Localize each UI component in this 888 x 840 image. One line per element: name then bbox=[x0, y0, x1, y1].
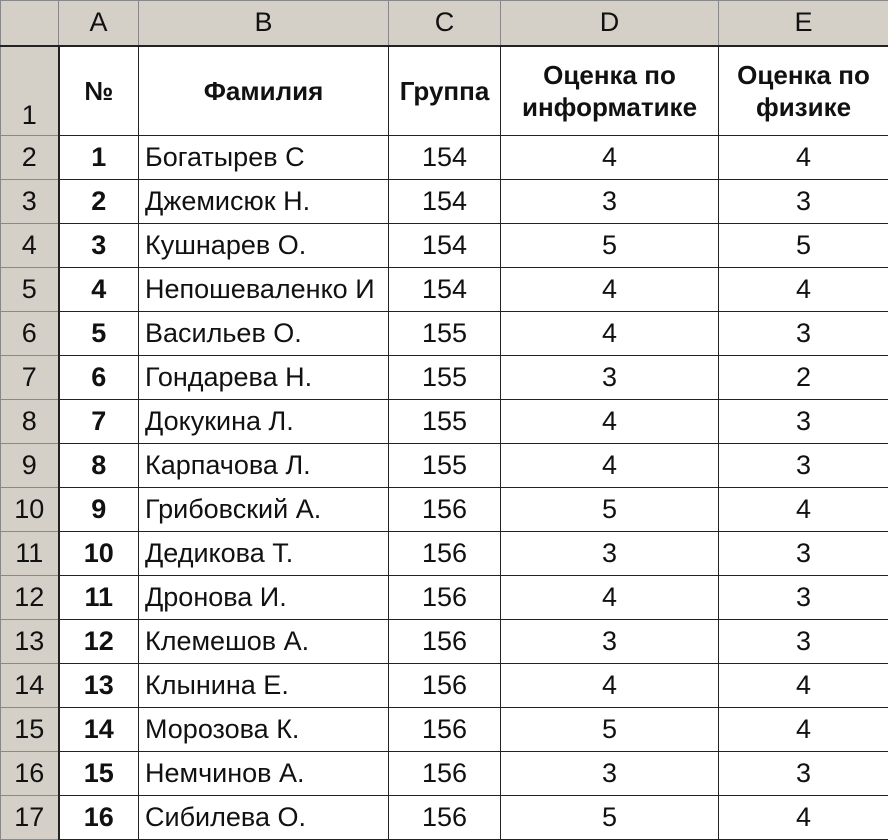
cell-surname[interactable]: Дронова И. bbox=[139, 576, 389, 620]
cell-physics-grade[interactable]: 4 bbox=[719, 664, 888, 708]
cell-number[interactable]: 10 bbox=[59, 532, 139, 576]
table-row bbox=[1, 532, 888, 576]
cell-group[interactable]: 156 bbox=[389, 576, 501, 620]
cell-group[interactable]: 155 bbox=[389, 400, 501, 444]
cell-group[interactable]: 156 bbox=[389, 708, 501, 752]
cell-physics-grade[interactable]: 3 bbox=[719, 444, 888, 488]
table-row bbox=[1, 224, 888, 268]
cell-surname[interactable]: Докукина Л. bbox=[139, 400, 389, 444]
cell-physics-grade[interactable]: 2 bbox=[719, 356, 888, 400]
cell-group[interactable]: 154 bbox=[389, 268, 501, 312]
row-header-1[interactable]: 1 bbox=[1, 46, 59, 136]
cell-number[interactable]: 6 bbox=[59, 356, 139, 400]
cell-number[interactable]: 11 bbox=[59, 576, 139, 620]
cell-informatics-grade[interactable]: 3 bbox=[501, 180, 719, 224]
column-header-d[interactable]: D bbox=[501, 1, 719, 46]
cell-d1[interactable]: Оценка по информатике bbox=[501, 46, 719, 136]
cell-physics-grade[interactable]: 3 bbox=[719, 312, 888, 356]
cell-informatics-grade[interactable]: 5 bbox=[501, 224, 719, 268]
cell-surname[interactable]: Немчинов А. bbox=[139, 752, 389, 796]
cell-surname[interactable]: Гондарева Н. bbox=[139, 356, 389, 400]
cell-number[interactable]: 3 bbox=[59, 224, 139, 268]
cell-group[interactable]: 156 bbox=[389, 620, 501, 664]
cell-number[interactable]: 9 bbox=[59, 488, 139, 532]
cell-surname[interactable]: Сибилева О. bbox=[139, 796, 389, 840]
cell-group[interactable]: 154 bbox=[389, 180, 501, 224]
cell-group[interactable]: 155 bbox=[389, 444, 501, 488]
cell-number[interactable]: 4 bbox=[59, 268, 139, 312]
cell-group[interactable]: 156 bbox=[389, 664, 501, 708]
cell-informatics-grade[interactable]: 4 bbox=[501, 400, 719, 444]
row-header[interactable]: 3 bbox=[1, 180, 59, 224]
cell-physics-grade[interactable]: 3 bbox=[719, 752, 888, 796]
cell-e1[interactable]: Оценка по физике bbox=[719, 46, 888, 136]
cell-number[interactable]: 13 bbox=[59, 664, 139, 708]
table-row bbox=[1, 400, 888, 444]
cell-group[interactable]: 155 bbox=[389, 312, 501, 356]
cell-number[interactable]: 5 bbox=[59, 312, 139, 356]
cell-a1[interactable]: № bbox=[59, 46, 139, 136]
table-row bbox=[1, 136, 888, 180]
table-row bbox=[1, 268, 888, 312]
cell-number[interactable]: 12 bbox=[59, 620, 139, 664]
row-header[interactable]: 5 bbox=[1, 268, 59, 312]
cell-c1[interactable]: Группа bbox=[389, 46, 501, 136]
cell-group[interactable]: 155 bbox=[389, 356, 501, 400]
column-header-e[interactable]: E bbox=[719, 1, 888, 46]
cell-group[interactable]: 156 bbox=[389, 752, 501, 796]
table-row bbox=[1, 488, 888, 532]
cell-surname[interactable]: Джемисюк Н. bbox=[139, 180, 389, 224]
cell-surname[interactable]: Дедикова Т. bbox=[139, 532, 389, 576]
table-row bbox=[1, 708, 888, 752]
cell-surname[interactable]: Морозова К. bbox=[139, 708, 389, 752]
table-row bbox=[1, 664, 888, 708]
cell-informatics-grade[interactable]: 4 bbox=[501, 312, 719, 356]
table-row bbox=[1, 180, 888, 224]
table-row bbox=[1, 356, 888, 400]
cell-group[interactable]: 156 bbox=[389, 488, 501, 532]
cell-informatics-grade[interactable]: 3 bbox=[501, 620, 719, 664]
cell-group[interactable]: 156 bbox=[389, 532, 501, 576]
column-header-b[interactable]: B bbox=[139, 1, 389, 46]
cell-surname[interactable]: Богатырев С bbox=[139, 136, 389, 180]
row-header[interactable]: 17 bbox=[1, 796, 59, 840]
cell-informatics-grade[interactable]: 5 bbox=[501, 796, 719, 840]
row-header[interactable]: 7 bbox=[1, 356, 59, 400]
row-header[interactable]: 2 bbox=[1, 136, 59, 180]
cell-number[interactable]: 8 bbox=[59, 444, 139, 488]
cell-informatics-grade[interactable]: 4 bbox=[501, 136, 719, 180]
cell-surname[interactable]: Непошеваленко И bbox=[139, 268, 389, 312]
cell-informatics-grade[interactable]: 4 bbox=[501, 576, 719, 620]
cell-group[interactable]: 154 bbox=[389, 224, 501, 268]
cell-informatics-grade[interactable]: 3 bbox=[501, 752, 719, 796]
cell-surname[interactable]: Клынина Е. bbox=[139, 664, 389, 708]
cell-informatics-grade[interactable]: 5 bbox=[501, 708, 719, 752]
cell-surname[interactable]: Карпачова Л. bbox=[139, 444, 389, 488]
table-row bbox=[1, 444, 888, 488]
cell-informatics-grade[interactable]: 4 bbox=[501, 664, 719, 708]
cell-physics-grade[interactable]: 3 bbox=[719, 576, 888, 620]
select-all-corner[interactable] bbox=[1, 1, 59, 46]
table-row bbox=[1, 752, 888, 796]
row-header[interactable]: 13 bbox=[1, 620, 59, 664]
cell-physics-grade[interactable]: 4 bbox=[719, 796, 888, 840]
row-header[interactable]: 4 bbox=[1, 224, 59, 268]
row-header[interactable]: 6 bbox=[1, 312, 59, 356]
row-header[interactable]: 15 bbox=[1, 708, 59, 752]
cell-surname[interactable]: Клемешов А. bbox=[139, 620, 389, 664]
cell-group[interactable]: 156 bbox=[389, 796, 501, 840]
cell-number[interactable]: 7 bbox=[59, 400, 139, 444]
cell-physics-grade[interactable]: 4 bbox=[719, 268, 888, 312]
cell-physics-grade[interactable]: 3 bbox=[719, 532, 888, 576]
cell-surname[interactable]: Васильев О. bbox=[139, 312, 389, 356]
column-header-row bbox=[1, 1, 888, 46]
table-row bbox=[1, 796, 888, 840]
table-row bbox=[1, 620, 888, 664]
table-header-row bbox=[1, 46, 888, 136]
cell-number[interactable]: 1 bbox=[59, 136, 139, 180]
cell-informatics-grade[interactable]: 5 bbox=[501, 488, 719, 532]
cell-surname[interactable]: Кушнарев О. bbox=[139, 224, 389, 268]
cell-physics-grade[interactable]: 3 bbox=[719, 620, 888, 664]
cell-informatics-grade[interactable]: 4 bbox=[501, 444, 719, 488]
cell-physics-grade[interactable]: 4 bbox=[719, 136, 888, 180]
cell-number[interactable]: 14 bbox=[59, 708, 139, 752]
cell-number[interactable]: 2 bbox=[59, 180, 139, 224]
cell-informatics-grade[interactable]: 3 bbox=[501, 532, 719, 576]
column-header-c[interactable]: C bbox=[389, 1, 501, 46]
cell-informatics-grade[interactable]: 3 bbox=[501, 356, 719, 400]
cell-physics-grade[interactable]: 4 bbox=[719, 708, 888, 752]
cell-physics-grade[interactable]: 3 bbox=[719, 180, 888, 224]
row-header[interactable]: 16 bbox=[1, 752, 59, 796]
cell-b1[interactable]: Фамилия bbox=[139, 46, 389, 136]
row-header[interactable]: 11 bbox=[1, 532, 59, 576]
cell-number[interactable]: 16 bbox=[59, 796, 139, 840]
row-header[interactable]: 14 bbox=[1, 664, 59, 708]
table-row bbox=[1, 312, 888, 356]
row-header[interactable]: 8 bbox=[1, 400, 59, 444]
table-row bbox=[1, 576, 888, 620]
cell-surname[interactable]: Грибовский А. bbox=[139, 488, 389, 532]
cell-informatics-grade[interactable]: 4 bbox=[501, 268, 719, 312]
row-header[interactable]: 9 bbox=[1, 444, 59, 488]
cell-physics-grade[interactable]: 3 bbox=[719, 400, 888, 444]
cell-physics-grade[interactable]: 5 bbox=[719, 224, 888, 268]
cell-group[interactable]: 154 bbox=[389, 136, 501, 180]
cell-number[interactable]: 15 bbox=[59, 752, 139, 796]
column-header-a[interactable]: A bbox=[59, 1, 139, 46]
row-header[interactable]: 12 bbox=[1, 576, 59, 620]
cell-physics-grade[interactable]: 4 bbox=[719, 488, 888, 532]
row-header[interactable]: 10 bbox=[1, 488, 59, 532]
